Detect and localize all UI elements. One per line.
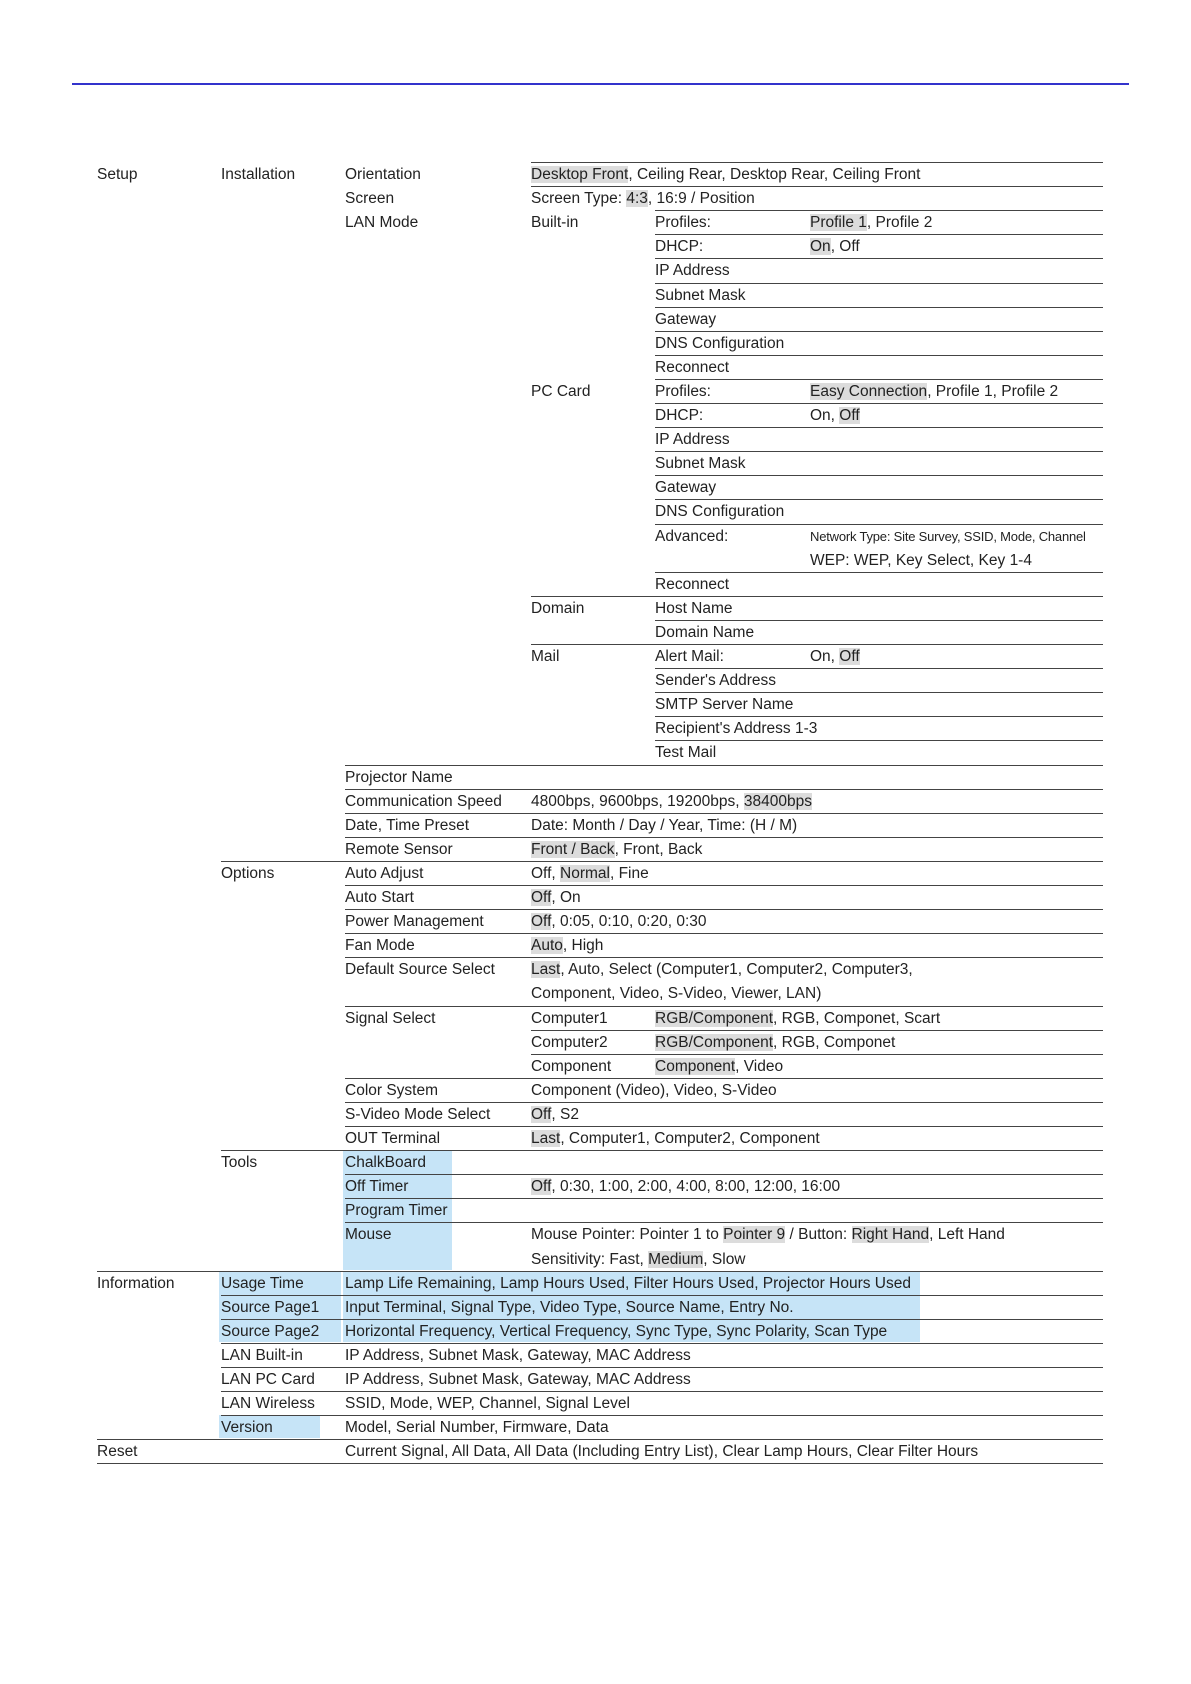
submenu-value: WEP: WEP, Key Select, Key 1-4 xyxy=(810,551,1032,569)
default-value-highlight: Easy Connection xyxy=(810,382,928,400)
option-text: , Auto, Select (Computer1, Computer2, Computer3, xyxy=(560,961,913,979)
menu-level-2: Version xyxy=(221,1419,273,1437)
row-divider xyxy=(345,957,1103,958)
row-divider xyxy=(655,716,1103,717)
row-divider xyxy=(655,234,1103,235)
submenu-item: Subnet Mask xyxy=(655,455,746,473)
submenu-item: IP Address xyxy=(655,262,730,280)
option-text: Off, xyxy=(531,864,561,882)
menu-value: Component xyxy=(531,1057,612,1075)
submenu-item: DNS Configuration xyxy=(655,334,785,352)
row-divider xyxy=(345,885,1103,886)
row-divider xyxy=(655,403,1103,404)
default-value-highlight: RGB/Component xyxy=(655,1009,774,1027)
option-text: , 0:30, 1:00, 2:00, 4:00, 8:00, 12:00, 16:00 xyxy=(551,1178,841,1196)
default-value-highlight: Normal xyxy=(560,864,610,882)
row-divider xyxy=(655,620,1103,621)
menu-level-1: Information xyxy=(97,1274,175,1292)
menu-item: Signal Select xyxy=(345,1009,436,1027)
menu-level-2: Installation xyxy=(221,166,296,183)
menu-value xyxy=(531,911,707,932)
submenu-item: Alert Mail: xyxy=(655,648,724,665)
option-text: / Button: xyxy=(785,1226,852,1244)
row-divider xyxy=(655,499,1103,500)
menu-level-2: Tools xyxy=(221,1154,258,1172)
default-value-highlight: Off xyxy=(531,889,552,906)
menu-value: Date: Month / Day / Year, Time: (H / M) xyxy=(531,816,798,834)
menu-item: Remote Sensor xyxy=(345,840,453,858)
row-divider xyxy=(655,307,1103,308)
row-divider xyxy=(221,1391,1103,1392)
submenu-value xyxy=(810,236,860,257)
row-divider xyxy=(345,1174,1103,1175)
option-text: , Slow xyxy=(703,1250,746,1268)
menu-value xyxy=(531,887,581,908)
menu-value xyxy=(531,791,812,812)
default-value-highlight: 4:3 xyxy=(626,190,648,208)
menu-item: IP Address, Subnet Mask, Gateway, MAC Address xyxy=(345,1346,691,1364)
default-value-highlight: Profile 1 xyxy=(810,214,867,232)
menu-value: PC Card xyxy=(531,382,591,400)
row-divider xyxy=(655,451,1103,452)
menu-item: Horizontal Frequency, Vertical Frequency, Sync Type, Sync Polarity, Scan Type xyxy=(345,1322,888,1340)
option-text: Sensitivity: Fast, xyxy=(531,1250,649,1268)
submenu-item: Gateway xyxy=(655,479,717,497)
default-value-highlight: 38400bps xyxy=(743,792,812,810)
menu-item: ChalkBoard xyxy=(345,1154,426,1172)
submenu-item: DHCP: xyxy=(655,407,704,424)
row-divider xyxy=(345,933,1103,934)
row-divider xyxy=(655,258,1103,259)
row-divider xyxy=(655,524,1103,525)
submenu-item: DNS Configuration xyxy=(655,503,785,521)
menu-value: Component (Video), Video, S-Video xyxy=(531,1081,777,1099)
submenu-item xyxy=(655,1008,940,1029)
menu-level-1: Reset xyxy=(97,1443,138,1461)
default-value-highlight: Auto xyxy=(531,937,563,955)
menu-value xyxy=(531,188,755,209)
row-divider xyxy=(97,1271,1103,1272)
menu-item: Auto Adjust xyxy=(345,864,424,882)
menu-item: Projector Name xyxy=(345,768,453,786)
menu-item: Auto Start xyxy=(345,889,414,906)
default-value-highlight: Component xyxy=(655,1057,736,1075)
row-divider xyxy=(655,427,1103,428)
row-divider xyxy=(97,1463,1103,1464)
row-divider xyxy=(221,1343,1103,1344)
option-text: , Off xyxy=(830,238,860,256)
option-text: 4800bps, 9600bps, 19200bps, xyxy=(531,792,744,810)
menu-value: Mail xyxy=(531,648,560,665)
option-text: , Fine xyxy=(609,864,649,882)
submenu-item xyxy=(655,1032,895,1053)
option-text: , RGB, Componet, Scart xyxy=(773,1009,941,1027)
option-text: , Ceiling Rear, Desktop Rear, Ceiling Front xyxy=(628,166,921,183)
option-text: , Computer1, Computer2, Component xyxy=(560,1130,820,1147)
row-divider xyxy=(345,1006,1103,1007)
option-text: , Profile 2 xyxy=(866,214,933,232)
row-divider xyxy=(345,1102,1103,1103)
row-divider xyxy=(345,909,1103,910)
row-divider xyxy=(345,765,1103,766)
submenu-item: DHCP: xyxy=(655,238,704,256)
default-value-highlight: Off xyxy=(531,1105,552,1123)
menu-value xyxy=(531,1128,820,1149)
menu-item: Model, Serial Number, Firmware, Data xyxy=(345,1419,609,1437)
option-text: Screen Type: xyxy=(531,190,627,208)
menu-item: Current Signal, All Data, All Data (Including Entry List), Clear Lamp Hours, Clear Filter Hours xyxy=(345,1443,979,1461)
menu-item: Input Terminal, Signal Type, Video Type, Source Name, Entry No. xyxy=(345,1298,794,1316)
option-text: , On xyxy=(551,889,581,906)
default-value-highlight: RGB/Component xyxy=(655,1033,774,1051)
menu-item: IP Address, Subnet Mask, Gateway, MAC Address xyxy=(345,1371,691,1388)
menu-level-1: Setup xyxy=(97,166,138,183)
submenu-item: Recipient's Address 1-3 xyxy=(655,720,818,738)
menu-item: Lamp Life Remaining, Lamp Hours Used, Filter Hours Used, Projector Hours Used xyxy=(345,1274,911,1292)
submenu-item: Gateway xyxy=(655,310,717,328)
option-text: , Front, Back xyxy=(614,840,703,858)
submenu-item: Profiles: xyxy=(655,214,711,232)
row-divider xyxy=(655,668,1103,669)
option-text: , Video xyxy=(735,1057,784,1075)
default-value-highlight: Right Hand xyxy=(851,1226,930,1244)
row-divider xyxy=(655,331,1103,332)
submenu-item: Reconnect xyxy=(655,358,730,376)
row-divider xyxy=(221,1150,1103,1151)
row-divider xyxy=(655,572,1103,573)
submenu-item: Subnet Mask xyxy=(655,286,746,304)
menu-value: Component, Video, S-Video, Viewer, LAN) xyxy=(531,985,822,1003)
menu-item: Communication Speed xyxy=(345,792,502,810)
option-text: On, xyxy=(810,648,840,665)
menu-level-2: Source Page1 xyxy=(221,1298,320,1316)
row-divider xyxy=(531,1054,1103,1055)
menu-level-2: LAN Built-in xyxy=(221,1346,303,1364)
submenu-item xyxy=(655,1056,783,1077)
row-divider xyxy=(345,837,1103,838)
menu-level-2: Source Page2 xyxy=(221,1322,320,1340)
menu-level-2: Usage Time xyxy=(221,1274,304,1292)
option-text: , High xyxy=(562,937,604,955)
submenu-value xyxy=(810,405,860,426)
row-divider xyxy=(345,1126,1103,1127)
menu-value: Built-in xyxy=(531,214,579,232)
row-divider xyxy=(345,1222,1103,1223)
row-divider xyxy=(221,1367,1103,1368)
default-value-highlight: Off xyxy=(839,648,860,665)
submenu-item: Reconnect xyxy=(655,575,730,593)
menu-value: Computer1 xyxy=(531,1009,608,1027)
default-value-highlight: Last xyxy=(531,1130,561,1147)
menu-item: Orientation xyxy=(345,166,421,183)
submenu-item: Test Mail xyxy=(655,744,717,762)
submenu-item: Domain Name xyxy=(655,623,755,641)
row-divider xyxy=(97,1439,1103,1440)
menu-item: Color System xyxy=(345,1081,439,1099)
menu-item: OUT Terminal xyxy=(345,1130,441,1147)
row-divider xyxy=(221,1295,1103,1296)
menu-value xyxy=(531,839,702,860)
default-value-highlight: Medium xyxy=(648,1250,704,1268)
submenu-item: IP Address xyxy=(655,431,730,449)
submenu-item: Advanced: xyxy=(655,527,729,545)
menu-value: Computer2 xyxy=(531,1033,608,1051)
submenu-item: Profiles: xyxy=(655,382,711,400)
menu-item: Default Source Select xyxy=(345,961,495,979)
default-value-highlight: Off xyxy=(531,1178,552,1196)
option-text: , 0:05, 0:10, 0:20, 0:30 xyxy=(551,913,707,931)
option-text: , S2 xyxy=(551,1105,579,1123)
submenu-item: Host Name xyxy=(655,599,733,617)
row-divider xyxy=(655,379,1103,380)
row-divider xyxy=(655,355,1103,356)
default-value-highlight: Pointer 9 xyxy=(723,1226,786,1244)
menu-item: Mouse xyxy=(345,1226,392,1244)
row-divider xyxy=(345,1198,1103,1199)
menu-level-2: Options xyxy=(221,864,275,882)
row-divider xyxy=(531,162,1103,163)
menu-item: Screen xyxy=(345,190,395,208)
menu-item: Program Timer xyxy=(345,1202,448,1220)
row-divider xyxy=(655,210,1103,211)
submenu-value: Network Type: Site Survey, SSID, Mode, Channel xyxy=(810,528,1086,544)
default-value-highlight: Off xyxy=(531,913,552,931)
row-divider xyxy=(531,644,1103,645)
row-divider xyxy=(221,1319,1103,1320)
option-text: Mouse Pointer: Pointer 1 to xyxy=(531,1226,724,1244)
menu-value xyxy=(531,1176,840,1197)
submenu-value xyxy=(810,646,860,667)
row-divider xyxy=(531,186,1103,187)
menu-item: S-Video Mode Select xyxy=(345,1105,491,1123)
default-value-highlight: On xyxy=(810,238,831,256)
menu-item: Fan Mode xyxy=(345,937,415,955)
menu-value xyxy=(531,935,603,956)
row-divider xyxy=(655,692,1103,693)
default-value-highlight: Desktop Front xyxy=(531,166,629,183)
submenu-item: SMTP Server Name xyxy=(655,696,794,714)
row-divider xyxy=(531,596,1103,597)
default-value-highlight: Off xyxy=(839,407,860,424)
row-divider xyxy=(345,1078,1103,1079)
menu-value xyxy=(531,1224,1005,1245)
submenu-value xyxy=(810,212,932,233)
option-text: , 16:9 / Position xyxy=(647,190,755,208)
option-text: , RGB, Componet xyxy=(773,1033,896,1051)
default-value-highlight: Front / Back xyxy=(531,840,615,858)
menu-item: Off Timer xyxy=(345,1178,409,1196)
row-divider xyxy=(345,789,1103,790)
option-text: On, xyxy=(810,407,840,424)
row-divider xyxy=(221,1415,1103,1416)
menu-value xyxy=(531,863,649,884)
menu-value: Domain xyxy=(531,599,585,617)
menu-item: LAN Mode xyxy=(345,214,419,232)
option-text: , Profile 1, Profile 2 xyxy=(927,382,1059,400)
menu-value xyxy=(531,1104,579,1125)
menu-level-2: LAN Wireless xyxy=(221,1395,315,1413)
default-value-highlight: Last xyxy=(531,961,561,979)
menu-item: SSID, Mode, WEP, Channel, Signal Level xyxy=(345,1395,630,1413)
menu-value xyxy=(531,164,920,185)
submenu-item: Sender's Address xyxy=(655,672,777,690)
menu-value xyxy=(531,959,913,980)
row-divider xyxy=(345,813,1103,814)
row-divider xyxy=(655,740,1103,741)
row-divider xyxy=(655,475,1103,476)
row-divider xyxy=(221,861,1103,862)
row-divider xyxy=(531,1030,1103,1031)
menu-level-2: LAN PC Card xyxy=(221,1371,315,1388)
menu-item: Power Management xyxy=(345,913,484,931)
menu-item: Date, Time Preset xyxy=(345,816,470,834)
option-text: , Left Hand xyxy=(929,1226,1005,1244)
menu-value xyxy=(531,1249,746,1270)
submenu-value xyxy=(810,381,1058,402)
row-divider xyxy=(655,283,1103,284)
